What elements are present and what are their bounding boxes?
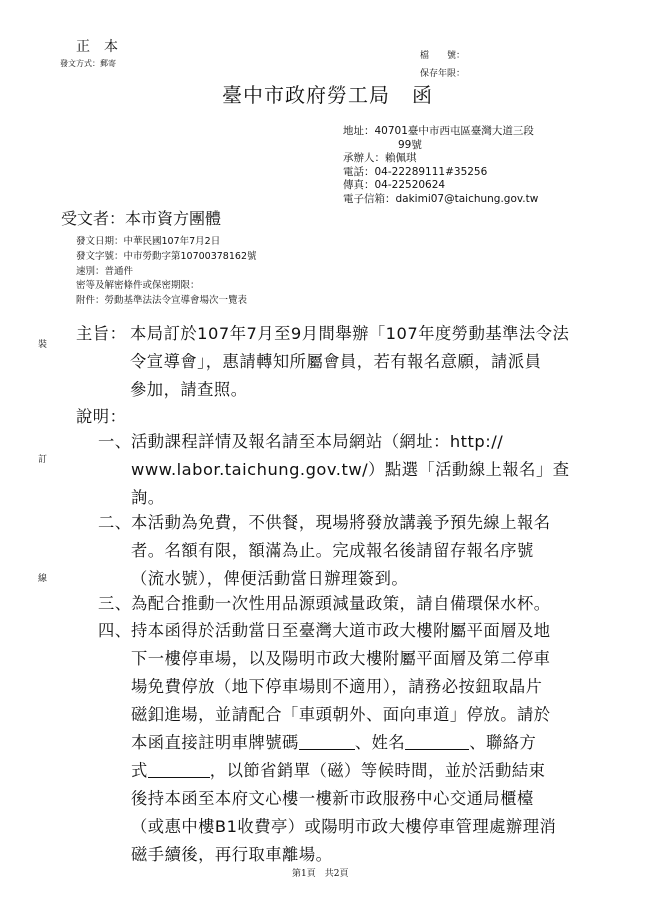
item-line: （或惠中樓B1收費亭）或陽明市政大樓停車管理處辦理消 bbox=[131, 817, 557, 836]
item-line: （流水號），俾便活動當日辦理簽到。 bbox=[131, 569, 409, 588]
item-line: 場免費停放（地下停車場則不適用），請務必按鈕取晶片 bbox=[131, 677, 543, 696]
item-line: 持本函得於活動當日至臺灣大道市政大樓附屬平面層及地 bbox=[131, 621, 551, 640]
binding-mark-line: 線 bbox=[38, 574, 48, 584]
license-plate-blank bbox=[299, 735, 355, 750]
binding-mark-bind: 裝 bbox=[38, 340, 48, 350]
item-line-with-blanks bbox=[131, 757, 545, 785]
item-number: 二、 bbox=[98, 513, 132, 532]
copy-mark: 正本 bbox=[76, 39, 132, 55]
explanation-label: 說明： bbox=[76, 407, 127, 426]
item-line: 本活動為免費，不供餐，現場將發放講義予預先線上報名 bbox=[131, 513, 551, 532]
item-number: 三、 bbox=[98, 594, 132, 613]
delivery-speed: 速別：普通件 bbox=[76, 265, 134, 277]
item-line: 磁釦進場，並請配合「車頭朝外、面向車道」停放。請於 bbox=[131, 705, 551, 724]
page-number: 第1頁 共2頁 bbox=[292, 869, 349, 879]
send-method: 發文方式：郵寄 bbox=[60, 59, 116, 68]
phone: 電話：04-22289111#35256 bbox=[343, 165, 488, 178]
item-number: 一、 bbox=[98, 432, 132, 451]
fax: 傳真：04-22520624 bbox=[343, 179, 446, 191]
item-line-with-blanks bbox=[131, 729, 536, 757]
blank-text: 、姓名 bbox=[354, 733, 406, 752]
document-meta bbox=[76, 235, 257, 309]
agency-title bbox=[222, 79, 433, 108]
item-line: 活動課程詳情及報名請至本局網站（網址：http:// bbox=[131, 432, 504, 451]
item-line: 磁手續後，再行取車離場。 bbox=[131, 845, 333, 864]
doc-type: 函 bbox=[412, 83, 433, 107]
address-line-1: 地址：40701臺中市西屯區臺灣大道三段 bbox=[343, 125, 534, 137]
item-line: www.labor.taichung.gov.tw/）點選「活動線上報名」查 bbox=[131, 460, 570, 479]
document-number: 發文字號：中市勞動字第10700378162號 bbox=[76, 250, 257, 262]
item-line: 後持本函至本府文心樓一樓新市政服務中心交通局櫃檯 bbox=[131, 789, 534, 808]
attachment: 附件：勞動基準法法令宣導會場次一覽表 bbox=[76, 295, 248, 307]
agency-name: 臺中市政府勞工局 bbox=[222, 83, 390, 107]
contact-method-blank bbox=[148, 763, 210, 778]
item-line: 詢。 bbox=[131, 488, 165, 507]
contact-block bbox=[343, 125, 538, 206]
subject-label: 主旨： bbox=[76, 324, 127, 343]
blank-text: ，以節省銷單（磁）等候時間，並於活動結束 bbox=[209, 761, 546, 780]
email: 電子信箱：dakimi07@taichung.gov.tw bbox=[343, 192, 539, 205]
retention-label: 保存年限： bbox=[420, 69, 466, 79]
binding-mark-staple: 訂 bbox=[38, 455, 48, 465]
item-line: 為配合推動一次性用品源頭減量政策，請自備環保水杯。 bbox=[131, 594, 551, 613]
name-blank bbox=[405, 735, 469, 750]
blank-text: 、聯絡方 bbox=[469, 733, 537, 752]
subject-line: 本局訂於107年7月至9月間舉辦「107年度勞動基準法令法 bbox=[130, 324, 570, 343]
address-line-2: 99號 bbox=[398, 138, 422, 151]
subject-line: 參加，請查照。 bbox=[130, 380, 248, 399]
subject-line: 令宣導會」，惠請轉知所屬會員，若有報名意願，請派員 bbox=[130, 352, 542, 371]
recipient: 受文者：本市資方團體 bbox=[61, 209, 222, 228]
item-line: 下一樓停車場，以及陽明市政大樓附屬平面層及第二停車 bbox=[131, 649, 551, 668]
item-line: 者。名額有限，額滿為止。完成報名後請留存報名序號 bbox=[131, 541, 534, 560]
security-level: 密等及解密條件或保密期限： bbox=[76, 280, 200, 292]
blank-text: 式 bbox=[131, 761, 148, 780]
file-number-label: 檔 號： bbox=[420, 51, 466, 61]
blank-text: 本函直接註明車牌號碼 bbox=[131, 733, 299, 752]
item-number: 四、 bbox=[98, 621, 132, 640]
handler: 承辦人：賴佩琪 bbox=[343, 152, 417, 164]
issue-date: 發文日期：中華民國107年7月2日 bbox=[76, 236, 221, 247]
